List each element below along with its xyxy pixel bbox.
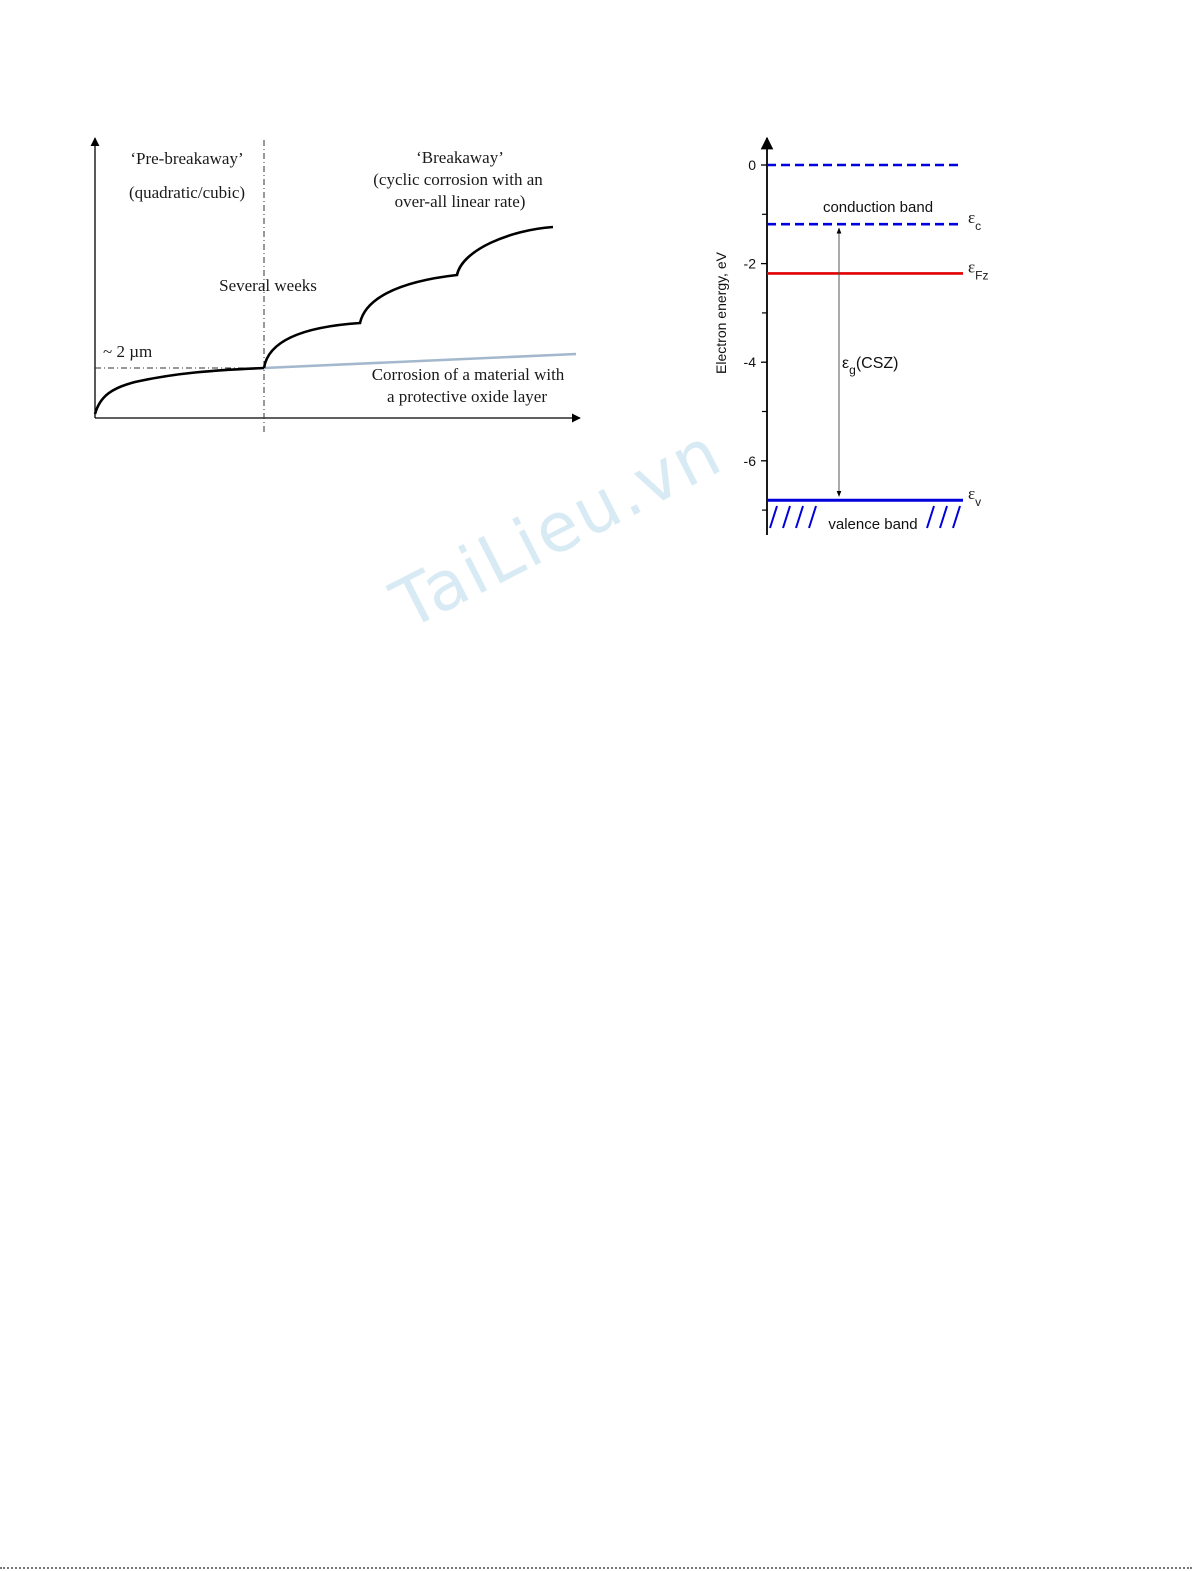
- tick-label: 0: [748, 157, 756, 173]
- thickness-label: ~ 2 µm: [103, 342, 153, 361]
- energy-ticks: [744, 157, 767, 510]
- corrosion-kinetics-diagram: [95, 138, 580, 432]
- pre-breakaway-title: ‘Pre-breakaway’: [130, 149, 244, 168]
- tick-label: -2: [743, 255, 756, 272]
- watermark-text: TaiLieu.vn: [380, 412, 735, 646]
- band-energy-diagram: [713, 138, 988, 535]
- energy-axis-label: Electron energy, eV: [713, 252, 729, 374]
- page-bottom-border: [0, 1567, 1192, 1569]
- protective-oxide-label-2: a protective oxide layer: [386, 387, 548, 406]
- conduction-band-label: conduction band: [822, 199, 934, 216]
- level-label-ec: $\varepsilon_c$: [968, 208, 982, 234]
- level-label-efz: $\varepsilon_{Fz}$: [968, 257, 989, 283]
- pre-breakaway-subtitle: (quadratic/cubic): [128, 183, 246, 202]
- protective-oxide-label-1: Corrosion of a material with: [371, 365, 565, 384]
- valence-band-label: valence band: [828, 516, 918, 533]
- breakaway-description-1: (cyclic corrosion with an: [373, 170, 543, 189]
- several-weeks-label: Several weeks: [219, 276, 317, 295]
- breakaway-curve: [264, 227, 553, 368]
- band-gap-label: $\varepsilon_g(CSZ)$: [842, 355, 899, 377]
- pre-breakaway-curve: [95, 368, 264, 414]
- breakaway-description-2: over-all linear rate): [394, 192, 526, 211]
- level-label-ev: $\varepsilon_v$: [968, 484, 982, 510]
- tick-label: -6: [743, 452, 756, 469]
- breakaway-title: ‘Breakaway’: [416, 148, 504, 167]
- tick-label: -4: [743, 354, 756, 371]
- energy-levels: [767, 165, 988, 509]
